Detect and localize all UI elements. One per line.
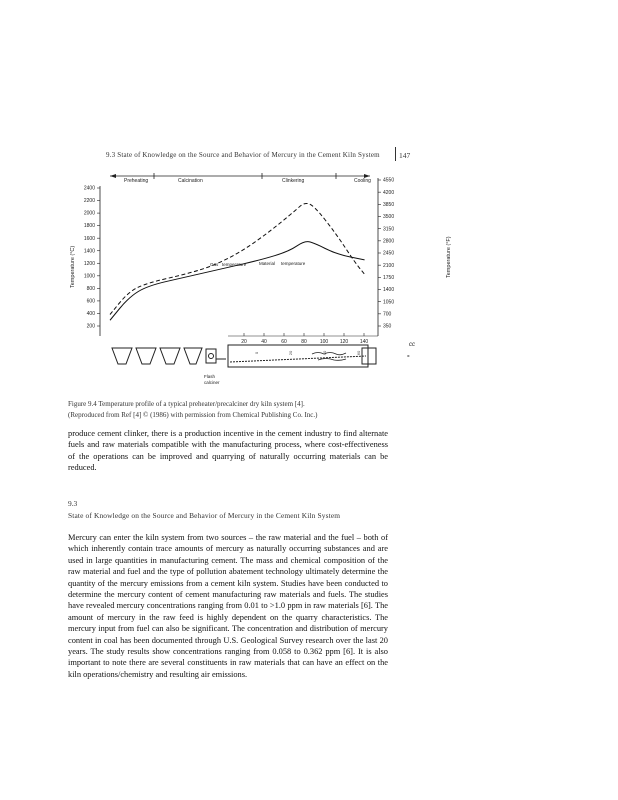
y2-tick-label: 4200 [383,189,395,196]
y2-tick-label: 3500 [383,214,395,221]
dash-mark: - [407,351,410,360]
y-tick-label: 2200 [83,198,95,205]
y2-tick-label: 2450 [383,250,395,257]
caption-line-1: Figure 9.4 Temperature profile of a typical preheater/precalciner dry kiln system [4]. [68,400,305,408]
y-axis-label: Temperature (°C) [70,245,76,288]
caption-line-2: (Reproduced from Ref [4] © (1986) with permission from Chemical Publishing Co. Inc.) [68,410,318,419]
flash-calciner-box [206,349,216,363]
clinker-cooler [362,348,376,364]
y2-tick-label: 1050 [383,299,395,306]
flash-calciner-dot [209,354,214,359]
rotary-kiln [228,345,368,367]
y-tick-label: 200 [86,323,95,330]
y2-tick-label: 2800 [383,238,395,245]
gas-temperature-label-a: Gas [210,262,219,267]
y-tick-label: 1600 [83,235,95,242]
cc-mark: cc [409,342,415,348]
y2-tick-label: 350 [383,323,392,330]
x-tick-label: 140 [359,339,369,345]
y2-tick-label: 1400 [383,287,395,294]
x-tick-label: 60 [281,339,287,345]
y-tick-label: 800 [86,285,95,292]
y-tick-label: 1200 [83,260,95,267]
y-tick-label: 2000 [83,210,95,217]
figure-kiln-temperature-profile [62,170,462,396]
x-tick-label: 100 [319,339,329,345]
cyclone-4 [184,348,202,364]
flash-calciner-label-2: calciner [204,380,220,385]
y2-tick-label: 2100 [383,262,395,269]
kiln-flame [312,353,346,361]
page-number: 147 [399,151,411,160]
zone-label-clinkering: Clinkering [282,178,305,184]
zone-label-preheating: Preheating [124,178,149,184]
cyclone-1 [112,348,132,364]
y-tick-label: 2400 [83,185,95,192]
y-tick-label: 1800 [83,223,95,230]
y-tick-label: 400 [86,311,95,318]
zone-label-cooling: Cooling [354,178,371,184]
material-temperature-label-a: Material [259,261,276,266]
y2-axis-label: Temperature (°F) [446,236,452,278]
flash-calciner-label-1: Flash [204,374,216,379]
paragraph-mercury-sources: Mercury can enter the kiln system from two sources – the raw material and the fuel – both of which inherently contain trace amounts of mercury as naturally occurring substances and are used in large quantities in manufacturing cement. The mass and chemical composition of the raw material and fuel and the type of pollution abatement technology ultimately determine the quantity of the mercury emissions from a cement kiln system. Studies have been conducted to determine the mercury content of cement manufacturing raw materials and fuels. The studies have revealed mercury concentrations ranging from 0.01 to >1.0 ppm in raw materials [6]. The amount of mercury in the raw feed is highly dependent on the quarry characteristics. The mercury input from fuel can also be significant. The concentration and distribution of mercury content in coal has been documented through U.S. Geological Survey research over the last 20 years. The study results show concentrations ranging from 0.058 to 0.362 ppm [6]. It is also important to note there are several constituents in raw materials that can have an effect on the kiln operations/chemistry and resulting air emissions. [68,533,388,679]
x-tick-label: 40 [261,339,267,345]
section-number: 9.3 [68,499,78,508]
y2-tick-label: 700 [383,311,392,318]
kiln-tick-label: 60 [356,350,361,356]
y2-tick-label: 3150 [383,226,395,233]
temperature-chart [62,170,462,396]
cyclone-2 [136,348,156,364]
kiln-tick-label: 40 [322,350,327,356]
gas-temperature-line [110,203,365,314]
y2-tick-label: 1750 [383,274,395,281]
section-title: State of Knowledge on the Source and Behavior of Mercury in the Cement Kiln System [68,511,341,520]
y-tick-label: 1000 [83,273,95,280]
material-temperature-label-b: temperature [281,261,306,266]
y-tick-label: 600 [86,298,95,305]
paragraph-continuation: produce cement clinker, there is a production incentive in the cement industry to find alternate fuels and raw materials compatible with the manufacturing process, where cost-effectiveness of the operations can be improved and quarrying of naturally occurring materials can be reduced. [68,429,388,473]
kiln-tick-label: 0 [254,351,259,355]
y2-tick-label: 4550 [383,177,395,184]
x-tick-label: 120 [339,339,349,345]
y-tick-label: 1400 [83,248,95,255]
gas-temperature-label-b: temperature [222,262,247,267]
zone-label-calcination: Calcination [178,178,203,184]
cyclone-3 [160,348,180,364]
x-tick-label: 20 [241,339,247,345]
header-rule [395,147,396,161]
y2-tick-label: 3850 [383,201,395,208]
figure-caption [68,399,398,420]
x-tick-label: 80 [301,339,307,345]
running-head: 9.3 State of Knowledge on the Source and Behavior of Mercury in the Cement Kiln System [106,151,380,159]
kiln-tick-label: 20 [288,350,293,356]
zone-arrows [110,173,370,179]
kiln-schematic [112,345,376,367]
